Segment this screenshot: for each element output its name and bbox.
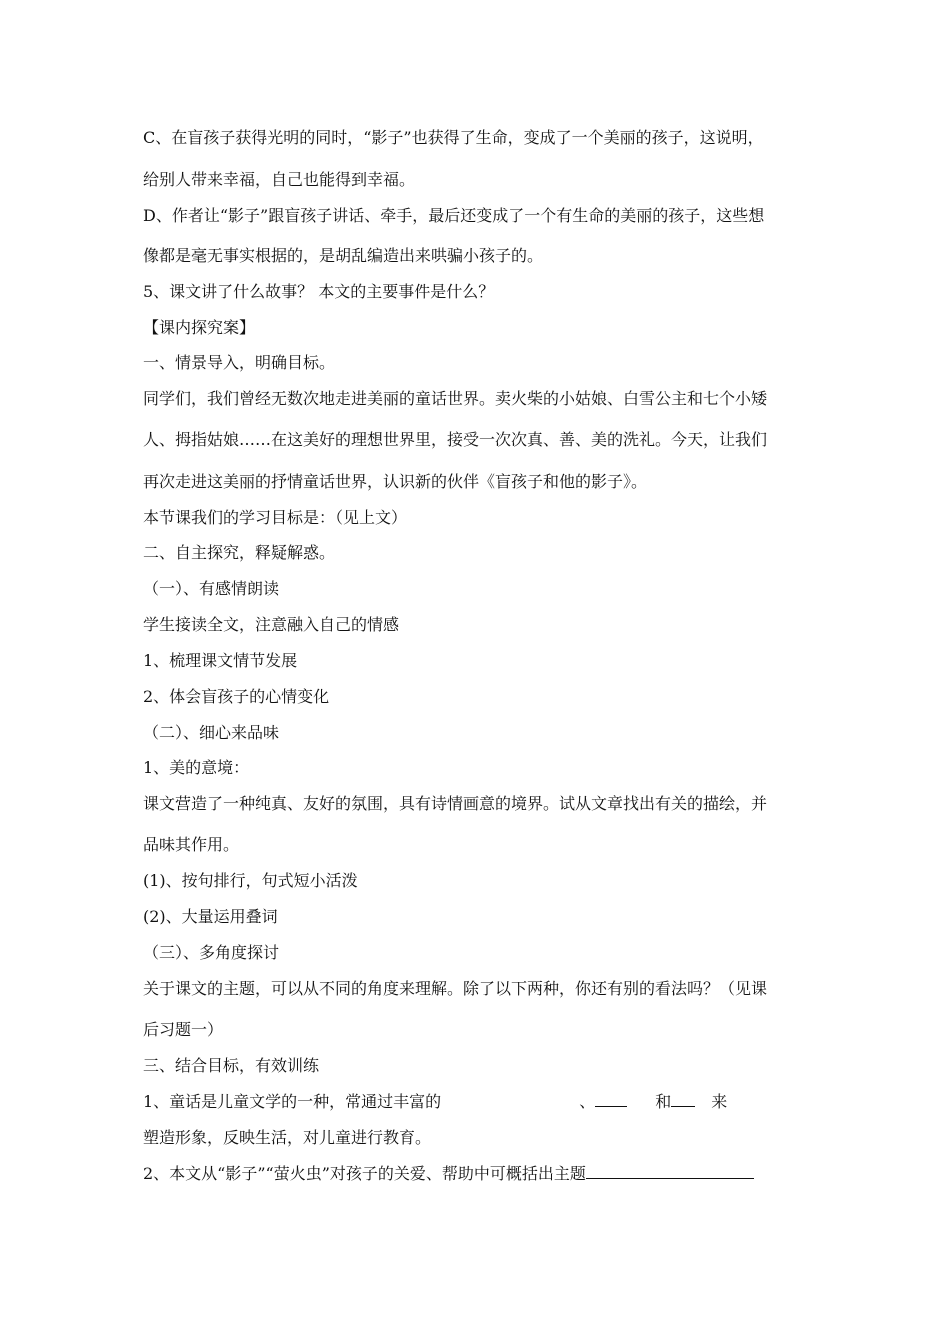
question-5: 5、课文讲了什么故事？ 本文的主要事件是什么？	[143, 282, 495, 301]
learning-goal: 本节课我们的学习目标是：（见上文）	[143, 508, 408, 527]
mood-paragraph-line-2: 品味其作用。	[143, 835, 240, 854]
intro-paragraph-line-1: 同学们，我们曾经无数次地走进美丽的童话世界。卖火柴的小姑娘、白雪公主和七个小矮	[143, 389, 768, 408]
reading-item-2: 2、体会盲孩子的心情变化	[143, 687, 330, 706]
option-c-line-1: C、在盲孩子获得光明的同时，“影子”也获得了生命，变成了一个美丽的孩子，这说明，	[143, 128, 764, 147]
subsection-2: （二）、细心来品味	[143, 723, 280, 742]
theme-paragraph-line-2: 后习题一）	[143, 1020, 224, 1039]
exercise-2-line	[143, 1164, 754, 1184]
exercise-1-end: 来	[711, 1092, 728, 1111]
exercise-1-and: 和	[655, 1092, 672, 1111]
intro-paragraph-line-3: 再次走进这美丽的抒情童话世界，认识新的伙伴《盲孩子和他的影子》。	[143, 472, 648, 491]
theme-paragraph-line-1: 关于课文的主题，可以从不同的角度来理解。除了以下两种，你还有别的看法吗？（见课	[143, 979, 768, 998]
fill-blank-1[interactable]	[595, 1092, 627, 1107]
option-c-line-2: 给别人带来幸福，自己也能得到幸福。	[143, 170, 416, 189]
mood-paragraph-line-1: 课文营造了一种纯真、友好的氛围，具有诗情画意的境界。试从文章找出有关的描绘，并	[143, 794, 768, 813]
subsection-1: （一）、有感情朗读	[143, 579, 280, 598]
fill-blank-theme[interactable]	[586, 1164, 754, 1179]
option-d-line-2: 像都是毫无事实根据的，是胡乱编造出来哄骗小孩子的。	[143, 246, 544, 265]
exercise-1-prefix: 1、童话是儿童文学的一种，常通过丰富的	[143, 1092, 442, 1111]
step-3-heading: 三、结合目标，有效训练	[143, 1056, 320, 1075]
section-heading: 【课内探究案】	[143, 318, 256, 337]
step-2-heading: 二、自主探究，释疑解惑。	[143, 543, 336, 562]
fill-blank-2[interactable]	[671, 1092, 695, 1107]
reading-instruction: 学生接读全文，注意融入自己的情感	[143, 615, 400, 634]
exercise-1-line-1	[143, 1092, 727, 1112]
intro-paragraph-line-2: 人、拇指姑娘……在这美好的理想世界里，接受一次次真、善、美的洗礼。今天，让我们	[143, 430, 768, 449]
mood-point-2: (2)、大量运用叠词	[143, 907, 278, 926]
mood-item-1: 1、美的意境：	[143, 758, 250, 777]
mood-point-1: (1)、按句排行，句式短小活泼	[143, 871, 358, 890]
subsection-3: （三）、多角度探讨	[143, 943, 280, 962]
exercise-1-line-2: 塑造形象，反映生活，对儿童进行教育。	[143, 1128, 432, 1147]
option-d-line-1: D、作者让“影子”跟盲孩子讲话、牵手，最后还变成了一个有生命的美丽的孩子，这些想	[143, 206, 765, 225]
step-1-heading: 一、情景导入，明确目标。	[143, 353, 336, 372]
exercise-1-separator: 、	[579, 1092, 596, 1111]
exercise-2-text: 2、本文从“影子”“萤火虫”对孩子的关爱、帮助中可概括出主题	[143, 1164, 586, 1183]
reading-item-1: 1、梳理课文情节发展	[143, 651, 298, 670]
